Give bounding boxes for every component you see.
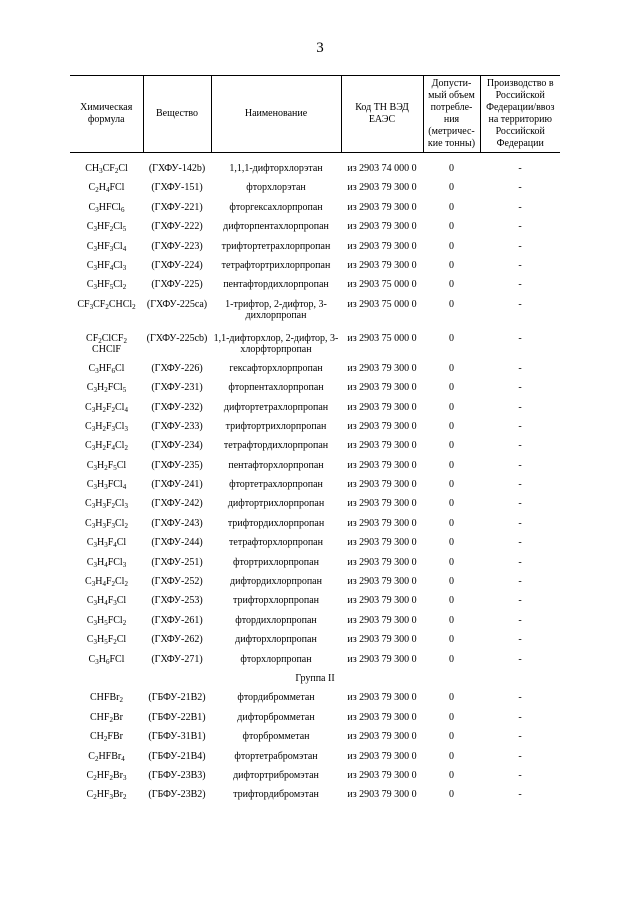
cell-name: трифторхлорпропан bbox=[232, 595, 320, 607]
cell-name: трифтортрихлорпропан bbox=[225, 420, 327, 432]
cell-substance: (ГБФУ-23B3) bbox=[148, 769, 206, 781]
cell-code: из 2903 75 000 0 bbox=[347, 332, 417, 344]
cell-volume: 0 bbox=[449, 653, 454, 665]
cell-code: из 2903 79 300 0 bbox=[347, 401, 417, 413]
cell-substance: (ГБФУ-21B4) bbox=[148, 750, 206, 762]
cell-substance: (ГБФУ-22B1) bbox=[148, 711, 206, 723]
cell-substance: (ГХФУ-221) bbox=[151, 201, 203, 213]
cell-production: - bbox=[518, 221, 522, 233]
cell-name: фторхлорпропан bbox=[240, 653, 312, 665]
cell-production: - bbox=[518, 382, 522, 394]
cell-volume: 0 bbox=[449, 595, 454, 607]
cell-formula: $C_3H_3FCl_4$ bbox=[86, 479, 127, 492]
cell-code: из 2903 79 300 0 bbox=[347, 692, 417, 704]
cell-volume: 0 bbox=[449, 692, 454, 704]
cell-production: - bbox=[518, 517, 522, 529]
cell-volume: 0 bbox=[449, 201, 454, 213]
cell-volume: 0 bbox=[449, 221, 454, 233]
header-substance: Вещество bbox=[143, 76, 211, 153]
table-row bbox=[70, 576, 560, 595]
cell-code: из 2903 79 300 0 bbox=[347, 576, 417, 588]
table-row bbox=[70, 751, 560, 770]
cell-name: трифтордибромэтан bbox=[233, 789, 319, 801]
cell-formula: $C_3HF_2Cl_5$ bbox=[86, 221, 127, 234]
cell-formula: $C_2HFBr_4$ bbox=[88, 750, 125, 763]
table-row bbox=[70, 163, 560, 182]
table-row bbox=[70, 440, 560, 459]
cell-volume: 0 bbox=[449, 163, 454, 174]
cell-code: из 2903 75 000 0 bbox=[347, 298, 417, 310]
cell-name: тетрафтордихлорпропан bbox=[223, 440, 329, 452]
header-name: Наименование bbox=[211, 76, 341, 153]
cell-production: - bbox=[518, 576, 522, 588]
cell-substance: (ГХФУ-234) bbox=[151, 440, 203, 452]
cell-name: фторхлорэтан bbox=[246, 182, 306, 194]
cell-code: из 2903 79 300 0 bbox=[347, 537, 417, 549]
cell-code: из 2903 79 300 0 bbox=[347, 259, 417, 271]
cell-volume: 0 bbox=[449, 298, 454, 310]
cell-volume: 0 bbox=[449, 440, 454, 452]
cell-code: из 2903 79 300 0 bbox=[347, 556, 417, 568]
cell-production: - bbox=[518, 692, 522, 704]
cell-formula: $C_2H_4FCl$ bbox=[88, 182, 125, 195]
cell-production: - bbox=[518, 259, 522, 271]
table-row bbox=[70, 692, 560, 711]
cell-production: - bbox=[518, 711, 522, 723]
table-row bbox=[70, 421, 560, 440]
cell-substance: (ГХФУ-232) bbox=[151, 401, 203, 413]
cell-substance: (ГБФУ-31B1) bbox=[148, 731, 206, 743]
cell-name: фторбромметан bbox=[242, 731, 310, 743]
cell-code: из 2903 79 300 0 bbox=[347, 382, 417, 394]
cell-name: фтортетрабромэтан bbox=[234, 750, 318, 762]
table-row bbox=[70, 634, 560, 653]
cell-substance: (ГХФУ-251) bbox=[151, 556, 203, 568]
cell-substance: (ГХФУ-271) bbox=[151, 653, 203, 665]
table-row bbox=[70, 363, 560, 382]
table-row bbox=[70, 557, 560, 576]
cell-substance: (ГХФУ-223) bbox=[151, 240, 203, 252]
cell-code: из 2903 75 000 0 bbox=[347, 279, 417, 291]
cell-production: - bbox=[518, 634, 522, 646]
cell-production: - bbox=[518, 731, 522, 743]
table-row bbox=[70, 460, 560, 479]
cell-code: из 2903 79 300 0 bbox=[347, 479, 417, 491]
cell-volume: 0 bbox=[449, 401, 454, 413]
cell-volume: 0 bbox=[449, 614, 454, 626]
cell-code: из 2903 79 300 0 bbox=[347, 498, 417, 510]
cell-code: из 2903 74 000 0 bbox=[347, 163, 417, 174]
cell-name: пентафторхлорпропан bbox=[228, 459, 324, 471]
cell-substance: (ГХФУ-231) bbox=[151, 382, 203, 394]
cell-name: дифтортрибромэтан bbox=[233, 769, 319, 781]
cell-production: - bbox=[518, 614, 522, 626]
cell-volume: 0 bbox=[449, 479, 454, 491]
cell-substance: (ГХФУ-225cb) bbox=[146, 332, 208, 344]
cell-volume: 0 bbox=[449, 517, 454, 529]
cell-production: - bbox=[518, 163, 522, 174]
cell-code: из 2903 79 300 0 bbox=[347, 240, 417, 252]
cell-name: 1-трифтор, 2-дифтор, 3-дихлорпропан bbox=[225, 298, 327, 321]
cell-name: дифтордихлорпропан bbox=[230, 576, 322, 588]
cell-production: - bbox=[518, 401, 522, 413]
cell-name: фтордибромметан bbox=[237, 692, 315, 704]
table-row bbox=[70, 279, 560, 298]
cell-code: из 2903 79 300 0 bbox=[347, 440, 417, 452]
cell-volume: 0 bbox=[449, 769, 454, 781]
cell-substance: (ГХФУ-226) bbox=[151, 362, 203, 374]
cell-name: дифторхлорпропан bbox=[235, 634, 317, 646]
cell-formula: $C_3H_2F_2Cl_4$ bbox=[85, 401, 128, 414]
cell-name: фтортетрахлорпропан bbox=[229, 479, 323, 491]
cell-substance: (ГХФУ-243) bbox=[151, 517, 203, 529]
cell-volume: 0 bbox=[449, 259, 454, 271]
table-row bbox=[70, 260, 560, 279]
cell-code: из 2903 79 300 0 bbox=[347, 517, 417, 529]
table-row bbox=[70, 595, 560, 614]
cell-code: из 2903 79 300 0 bbox=[347, 595, 417, 607]
cell-formula: $C_3HF_6Cl$ bbox=[88, 362, 125, 375]
cell-volume: 0 bbox=[449, 634, 454, 646]
cell-name: тетрафторхлорпропан bbox=[229, 537, 323, 549]
cell-name: фтортрихлорпропан bbox=[233, 556, 319, 568]
table-row bbox=[70, 731, 560, 750]
cell-code: из 2903 79 300 0 bbox=[347, 731, 417, 743]
cell-formula: $C_3H_5FCl_2$ bbox=[86, 614, 127, 627]
cell-substance: (ГХФУ-242) bbox=[151, 498, 203, 510]
cell-volume: 0 bbox=[449, 332, 454, 344]
cell-production: - bbox=[518, 459, 522, 471]
substances-table bbox=[70, 75, 560, 809]
cell-volume: 0 bbox=[449, 459, 454, 471]
cell-volume: 0 bbox=[449, 731, 454, 743]
cell-production: - bbox=[518, 440, 522, 452]
cell-formula: $C_3HF_3Cl_4$ bbox=[86, 240, 127, 253]
cell-code: из 2903 79 300 0 bbox=[347, 201, 417, 213]
cell-formula: $C_3H_5F_2Cl$ bbox=[86, 634, 127, 647]
table-header-row bbox=[70, 76, 560, 153]
cell-formula: $C_3H_3F_2Cl_3$ bbox=[85, 498, 128, 511]
table-row bbox=[70, 299, 560, 329]
cell-volume: 0 bbox=[449, 537, 454, 549]
cell-production: - bbox=[518, 279, 522, 291]
cell-formula: $C_3H_3F_3Cl_2$ bbox=[85, 517, 128, 530]
table-row bbox=[70, 518, 560, 537]
cell-production: - bbox=[518, 789, 522, 801]
cell-formula: $C_3HFCl_6$ bbox=[88, 201, 125, 214]
cell-code: из 2903 79 300 0 bbox=[347, 459, 417, 471]
group-2-title: Группа II bbox=[295, 672, 335, 684]
table-row bbox=[70, 382, 560, 401]
cell-code: из 2903 79 300 0 bbox=[347, 789, 417, 801]
cell-production: - bbox=[518, 479, 522, 491]
cell-code: из 2903 79 300 0 bbox=[347, 769, 417, 781]
cell-code: из 2903 79 300 0 bbox=[347, 653, 417, 665]
cell-formula: $C_2HF_3Br_2$ bbox=[86, 789, 127, 802]
cell-volume: 0 bbox=[449, 240, 454, 252]
cell-substance: (ГХФУ-241) bbox=[151, 479, 203, 491]
cell-name: гексафторхлорпропан bbox=[229, 362, 323, 374]
cell-volume: 0 bbox=[449, 711, 454, 723]
cell-production: - bbox=[518, 332, 522, 344]
table-row bbox=[70, 615, 560, 634]
cell-code: из 2903 79 300 0 bbox=[347, 614, 417, 626]
cell-substance: (ГХФУ-261) bbox=[151, 614, 203, 626]
cell-substance: (ГХФУ-235) bbox=[151, 459, 203, 471]
cell-name: трифтордихлорпропан bbox=[227, 517, 325, 529]
cell-volume: 0 bbox=[449, 420, 454, 432]
cell-substance: (ГХФУ-244) bbox=[151, 537, 203, 549]
cell-substance: (ГХФУ-225) bbox=[151, 279, 203, 291]
cell-volume: 0 bbox=[449, 556, 454, 568]
cell-formula: $C_3H_3F_4Cl$ bbox=[86, 537, 127, 550]
table-row bbox=[70, 241, 560, 260]
cell-production: - bbox=[518, 595, 522, 607]
table-row bbox=[70, 329, 560, 363]
cell-name: дифторбромметан bbox=[237, 711, 315, 723]
cell-production: - bbox=[518, 201, 522, 213]
table-row bbox=[70, 182, 560, 201]
cell-production: - bbox=[518, 182, 522, 194]
table-row bbox=[70, 770, 560, 789]
table-body bbox=[70, 153, 560, 809]
cell-formula: $CH_2FBr$ bbox=[90, 731, 123, 744]
cell-formula: $CF_3CF_2CHCl_2$ bbox=[77, 298, 136, 311]
cell-production: - bbox=[518, 750, 522, 762]
cell-name: дифтортетрахлорпропан bbox=[223, 401, 329, 413]
cell-substance: (ГБФУ-21B2) bbox=[148, 692, 206, 704]
table-row bbox=[70, 221, 560, 240]
header-production: Производство в Российской Федерации/ввоз на территорию Российской Федерации bbox=[480, 76, 560, 153]
cell-substance: (ГХФУ-233) bbox=[151, 420, 203, 432]
cell-production: - bbox=[518, 769, 522, 781]
cell-code: из 2903 79 300 0 bbox=[347, 221, 417, 233]
cell-name: фторгексахлорпропан bbox=[229, 201, 323, 213]
cell-formula: $C_3H_4FCl_3$ bbox=[86, 556, 127, 569]
cell-volume: 0 bbox=[449, 789, 454, 801]
cell-name: пентафтордихлорпропан bbox=[223, 279, 329, 291]
cell-formula: $C_3H_2F_5Cl$ bbox=[86, 459, 127, 472]
cell-formula: $C_3H_2F_4Cl_2$ bbox=[85, 440, 128, 453]
cell-volume: 0 bbox=[449, 182, 454, 194]
cell-formula: $C_3H_2FCl_5$ bbox=[86, 382, 127, 395]
table-row bbox=[70, 654, 560, 673]
cell-formula: $C_3H_6FCl$ bbox=[88, 653, 125, 666]
cell-substance: (ГБФУ-23B2) bbox=[148, 789, 206, 801]
cell-formula: $C_2HF_2Br_3$ bbox=[86, 769, 127, 782]
cell-production: - bbox=[518, 298, 522, 310]
cell-code: из 2903 79 300 0 bbox=[347, 182, 417, 194]
cell-code: из 2903 79 300 0 bbox=[347, 634, 417, 646]
cell-volume: 0 bbox=[449, 576, 454, 588]
table-row bbox=[70, 498, 560, 517]
cell-code: из 2903 79 300 0 bbox=[347, 750, 417, 762]
cell-formula: $CHF_2Br$ bbox=[90, 711, 123, 724]
cell-formula: $C_3H_4F_2Cl_2$ bbox=[85, 576, 128, 589]
cell-production: - bbox=[518, 362, 522, 374]
cell-production: - bbox=[518, 537, 522, 549]
cell-formula: $CF_2ClCF_2$ CHClF bbox=[86, 332, 127, 355]
cell-code: из 2903 79 300 0 bbox=[347, 362, 417, 374]
cell-substance: (ГХФУ-253) bbox=[151, 595, 203, 607]
cell-substance: (ГХФУ-252) bbox=[151, 576, 203, 588]
cell-volume: 0 bbox=[449, 498, 454, 510]
cell-name: дифторпентахлорпропан bbox=[223, 221, 329, 233]
cell-name: фтордихлорпропан bbox=[235, 614, 317, 626]
cell-substance: (ГХФУ-224) bbox=[151, 259, 203, 271]
cell-formula: $C_3H_4F_3Cl$ bbox=[86, 595, 127, 608]
cell-volume: 0 bbox=[449, 750, 454, 762]
cell-substance: (ГХФУ-262) bbox=[151, 634, 203, 646]
cell-name: 1,1,1-дифторхлорэтан bbox=[229, 163, 323, 174]
cell-production: - bbox=[518, 240, 522, 252]
cell-formula: $C_3HF_5Cl_2$ bbox=[86, 279, 127, 292]
table-row bbox=[70, 712, 560, 731]
table-row bbox=[70, 537, 560, 556]
cell-substance: (ГХФУ-222) bbox=[151, 221, 203, 233]
cell-substance: (ГХФУ-151) bbox=[151, 182, 203, 194]
cell-substance: (ГХФУ-142b) bbox=[148, 163, 206, 174]
cell-name: 1,1-дифторхлор, 2-дифтор, 3-хлорфторпропан bbox=[213, 332, 339, 355]
cell-name: фторпентахлорпропан bbox=[228, 382, 324, 394]
table-row bbox=[70, 479, 560, 498]
header-volume: Допусти-мый объем потребле-ния (метричес-кие тонны) bbox=[423, 76, 480, 153]
cell-name: дифтортрихлорпропан bbox=[227, 498, 325, 510]
table-row bbox=[70, 402, 560, 421]
cell-volume: 0 bbox=[449, 382, 454, 394]
table-row bbox=[70, 202, 560, 221]
page-number: 3 bbox=[316, 40, 324, 56]
cell-production: - bbox=[518, 498, 522, 510]
cell-formula: CHFBr$_2$ bbox=[90, 692, 123, 705]
cell-code: из 2903 79 300 0 bbox=[347, 420, 417, 432]
cell-formula: $C_3H_2F_3Cl_3$ bbox=[85, 420, 128, 433]
cell-formula: $CH_3CF_2Cl$ bbox=[85, 163, 128, 175]
cell-name: тетрафтортрихлорпропан bbox=[221, 259, 331, 271]
cell-volume: 0 bbox=[449, 279, 454, 291]
header-formula: Химическая формула bbox=[70, 76, 143, 153]
cell-code: из 2903 79 300 0 bbox=[347, 711, 417, 723]
cell-volume: 0 bbox=[449, 362, 454, 374]
cell-production: - bbox=[518, 653, 522, 665]
cell-production: - bbox=[518, 420, 522, 432]
group-heading-row bbox=[70, 673, 560, 692]
cell-name: трифтортетрахлорпропан bbox=[221, 240, 331, 252]
cell-production: - bbox=[518, 556, 522, 568]
cell-formula: $C_3HF_4Cl_3$ bbox=[86, 259, 127, 272]
cell-substance: (ГХФУ-225ca) bbox=[146, 298, 208, 310]
table-row bbox=[70, 789, 560, 808]
header-code: Код ТН ВЭД ЕАЭС bbox=[341, 76, 423, 153]
